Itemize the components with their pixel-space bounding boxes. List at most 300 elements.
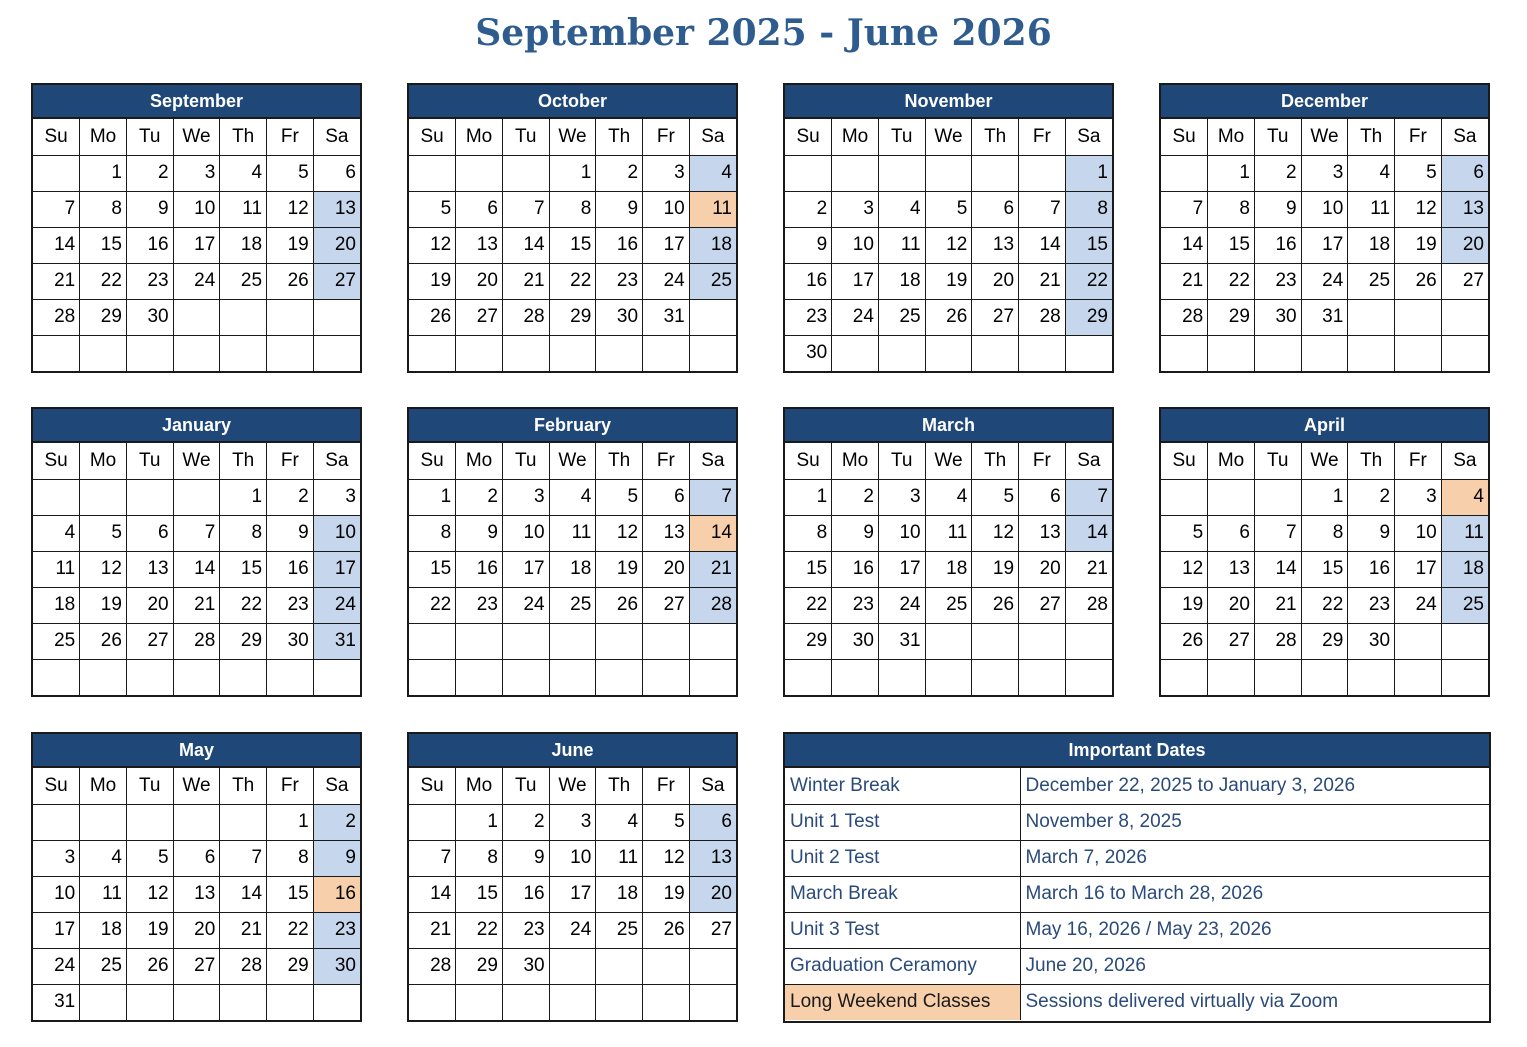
- empty-cell: [409, 804, 456, 840]
- empty-cell: [1019, 335, 1066, 371]
- week-row: [409, 515, 736, 551]
- day-cell: 29: [1208, 299, 1255, 335]
- empty-cell: [1348, 659, 1395, 695]
- empty-cell: [1161, 479, 1208, 515]
- empty-cell: [80, 659, 127, 695]
- day-cell: 29: [1301, 623, 1348, 659]
- empty-cell: [1395, 623, 1442, 659]
- day-cell: 12: [596, 515, 643, 551]
- empty-cell: [173, 984, 220, 1020]
- day-cell: 8: [1301, 515, 1348, 551]
- day-cell: 9: [832, 515, 879, 551]
- weekday-label: Su: [33, 119, 80, 155]
- weekday-label: Tu: [1254, 119, 1301, 155]
- day-cell: 14: [1065, 515, 1112, 551]
- day-cell: 24: [313, 587, 360, 623]
- event-date: March 16 to March 28, 2026: [1020, 876, 1489, 912]
- day-cell: 19: [267, 227, 314, 263]
- day-cell: 9: [267, 515, 314, 551]
- day-cell: 16: [832, 551, 879, 587]
- day-cell: 10: [502, 515, 549, 551]
- day-cell: 24: [832, 299, 879, 335]
- empty-cell: [549, 335, 596, 371]
- day-cell: 30: [502, 948, 549, 984]
- week-row: [409, 912, 736, 948]
- empty-cell: [456, 984, 503, 1020]
- week-row: [1161, 263, 1488, 299]
- day-cell: 12: [972, 515, 1019, 551]
- week-row: [409, 948, 736, 984]
- day-cell: 18: [549, 551, 596, 587]
- event-name: Graduation Ceramony: [785, 948, 1020, 984]
- event-date: March 7, 2026: [1020, 840, 1489, 876]
- weekday-label: Fr: [267, 119, 314, 155]
- week-row: [1161, 299, 1488, 335]
- day-cell: 11: [1348, 191, 1395, 227]
- empty-cell: [267, 299, 314, 335]
- day-cell: 18: [925, 551, 972, 587]
- empty-cell: [689, 335, 736, 371]
- day-cell: 19: [925, 263, 972, 299]
- day-cell: 16: [1254, 227, 1301, 263]
- empty-cell: [925, 623, 972, 659]
- day-cell: 6: [456, 191, 503, 227]
- day-cell: 11: [33, 551, 80, 587]
- day-cell: 9: [1348, 515, 1395, 551]
- day-cell: 27: [456, 299, 503, 335]
- day-cell: 14: [1161, 227, 1208, 263]
- day-cell: 28: [502, 299, 549, 335]
- day-cell: 22: [80, 263, 127, 299]
- day-cell: 15: [80, 227, 127, 263]
- week-row: [33, 479, 360, 515]
- weekday-label: We: [549, 768, 596, 804]
- day-cell: 29: [80, 299, 127, 335]
- empty-cell: [689, 984, 736, 1020]
- day-cell: 1: [1065, 155, 1112, 191]
- empty-cell: [502, 335, 549, 371]
- day-cell: 16: [267, 551, 314, 587]
- day-cell: 1: [80, 155, 127, 191]
- empty-cell: [126, 659, 173, 695]
- day-cell: 26: [1161, 623, 1208, 659]
- day-cell: 3: [313, 479, 360, 515]
- month-grid: [33, 443, 360, 695]
- weekday-label: Fr: [643, 443, 690, 479]
- day-cell: 21: [33, 263, 80, 299]
- week-row: [1161, 515, 1488, 551]
- empty-cell: [549, 948, 596, 984]
- day-cell: 13: [1441, 191, 1488, 227]
- empty-cell: [878, 659, 925, 695]
- day-cell: 4: [925, 479, 972, 515]
- month-title: May: [33, 734, 360, 768]
- empty-cell: [409, 155, 456, 191]
- empty-cell: [643, 984, 690, 1020]
- day-cell: 29: [220, 623, 267, 659]
- day-cell: 31: [878, 623, 925, 659]
- day-cell: 27: [173, 948, 220, 984]
- day-cell: 17: [33, 912, 80, 948]
- month-october: [407, 83, 738, 373]
- day-cell: 7: [409, 840, 456, 876]
- week-row: [785, 335, 1112, 371]
- day-cell: 10: [878, 515, 925, 551]
- weekday-label: Su: [33, 443, 80, 479]
- weekday-row: [1161, 119, 1488, 155]
- empty-cell: [785, 659, 832, 695]
- day-cell: 31: [643, 299, 690, 335]
- day-cell: 3: [502, 479, 549, 515]
- day-cell: 27: [313, 263, 360, 299]
- day-cell: 21: [502, 263, 549, 299]
- important-date-row: [785, 912, 1489, 948]
- empty-cell: [80, 479, 127, 515]
- week-row: [1161, 551, 1488, 587]
- week-row: [409, 479, 736, 515]
- empty-cell: [1395, 659, 1442, 695]
- day-cell: 21: [220, 912, 267, 948]
- weekday-label: Th: [1348, 119, 1395, 155]
- empty-cell: [972, 335, 1019, 371]
- empty-cell: [1019, 659, 1066, 695]
- weekday-label: Fr: [267, 443, 314, 479]
- day-cell: 17: [1301, 227, 1348, 263]
- day-cell: 1: [1301, 479, 1348, 515]
- day-cell: 8: [1065, 191, 1112, 227]
- day-cell: 26: [643, 912, 690, 948]
- day-cell: 2: [313, 804, 360, 840]
- day-cell: 23: [126, 263, 173, 299]
- empty-cell: [1019, 623, 1066, 659]
- weekday-label: Sa: [689, 443, 736, 479]
- empty-cell: [267, 335, 314, 371]
- day-cell: 20: [689, 876, 736, 912]
- month-may: [31, 732, 362, 1022]
- weekday-label: Th: [972, 119, 1019, 155]
- day-cell: 8: [456, 840, 503, 876]
- empty-cell: [502, 155, 549, 191]
- empty-cell: [1301, 335, 1348, 371]
- day-cell: 24: [549, 912, 596, 948]
- week-row: [785, 299, 1112, 335]
- weekday-label: Th: [220, 768, 267, 804]
- month-title: November: [785, 85, 1112, 119]
- week-row: [409, 335, 736, 371]
- day-cell: 13: [972, 227, 1019, 263]
- week-row: [33, 227, 360, 263]
- empty-cell: [689, 948, 736, 984]
- day-cell: 28: [1065, 587, 1112, 623]
- day-cell: 28: [33, 299, 80, 335]
- day-cell: 15: [1301, 551, 1348, 587]
- day-cell: 31: [1301, 299, 1348, 335]
- day-cell: 11: [1441, 515, 1488, 551]
- week-row: [785, 659, 1112, 695]
- weekday-label: We: [925, 119, 972, 155]
- day-cell: 5: [925, 191, 972, 227]
- week-row: [33, 551, 360, 587]
- day-cell: 3: [878, 479, 925, 515]
- week-row: [409, 299, 736, 335]
- week-row: [409, 587, 736, 623]
- day-cell: 10: [643, 191, 690, 227]
- weekday-row: [785, 119, 1112, 155]
- day-cell: 25: [878, 299, 925, 335]
- week-row: [785, 515, 1112, 551]
- day-cell: 30: [596, 299, 643, 335]
- week-row: [1161, 659, 1488, 695]
- week-row: [785, 479, 1112, 515]
- weekday-row: [33, 119, 360, 155]
- day-cell: 16: [596, 227, 643, 263]
- weekday-label: We: [549, 443, 596, 479]
- weekday-label: We: [925, 443, 972, 479]
- day-cell: 2: [832, 479, 879, 515]
- day-cell: 22: [267, 912, 314, 948]
- day-cell: 29: [456, 948, 503, 984]
- empty-cell: [220, 335, 267, 371]
- day-cell: 11: [925, 515, 972, 551]
- weekday-row: [409, 768, 736, 804]
- empty-cell: [33, 335, 80, 371]
- month-title: February: [409, 409, 736, 443]
- week-row: [1161, 335, 1488, 371]
- day-cell: 7: [173, 515, 220, 551]
- empty-cell: [126, 335, 173, 371]
- empty-cell: [80, 335, 127, 371]
- weekday-label: Su: [785, 119, 832, 155]
- empty-cell: [126, 804, 173, 840]
- day-cell: 5: [80, 515, 127, 551]
- day-cell: 20: [1019, 551, 1066, 587]
- day-cell: 14: [502, 227, 549, 263]
- empty-cell: [1065, 623, 1112, 659]
- day-cell: 31: [313, 623, 360, 659]
- day-cell: 10: [1301, 191, 1348, 227]
- empty-cell: [549, 984, 596, 1020]
- week-row: [33, 263, 360, 299]
- day-cell: 13: [456, 227, 503, 263]
- day-cell: 11: [220, 191, 267, 227]
- day-cell: 19: [126, 912, 173, 948]
- day-cell: 10: [313, 515, 360, 551]
- weekday-label: Mo: [456, 443, 503, 479]
- important-date-row: [785, 840, 1489, 876]
- weekday-label: We: [549, 119, 596, 155]
- month-title: December: [1161, 85, 1488, 119]
- day-cell: 12: [267, 191, 314, 227]
- day-cell: 23: [456, 587, 503, 623]
- week-row: [1161, 155, 1488, 191]
- day-cell: 28: [220, 948, 267, 984]
- weekday-label: Su: [1161, 119, 1208, 155]
- weekday-label: Tu: [1254, 443, 1301, 479]
- day-cell: 25: [689, 263, 736, 299]
- day-cell: 22: [1301, 587, 1348, 623]
- empty-cell: [1441, 659, 1488, 695]
- week-row: [785, 551, 1112, 587]
- week-row: [33, 587, 360, 623]
- empty-cell: [832, 335, 879, 371]
- day-cell: 20: [972, 263, 1019, 299]
- weekday-label: Su: [1161, 443, 1208, 479]
- empty-cell: [313, 659, 360, 695]
- important-date-row: [785, 768, 1489, 804]
- weekday-label: Tu: [502, 768, 549, 804]
- weekday-label: Mo: [80, 768, 127, 804]
- week-row: [33, 191, 360, 227]
- weekday-label: Fr: [1019, 119, 1066, 155]
- empty-cell: [267, 984, 314, 1020]
- weekday-label: Fr: [1395, 443, 1442, 479]
- month-grid: [785, 443, 1112, 695]
- day-cell: 4: [80, 840, 127, 876]
- event-date: December 22, 2025 to January 3, 2026: [1020, 768, 1489, 804]
- day-cell: 6: [1019, 479, 1066, 515]
- day-cell: 3: [643, 155, 690, 191]
- day-cell: 17: [313, 551, 360, 587]
- day-cell: 27: [126, 623, 173, 659]
- day-cell: 20: [126, 587, 173, 623]
- day-cell: 19: [80, 587, 127, 623]
- day-cell: 30: [267, 623, 314, 659]
- day-cell: 1: [220, 479, 267, 515]
- empty-cell: [173, 335, 220, 371]
- day-cell: 19: [596, 551, 643, 587]
- day-cell: 26: [80, 623, 127, 659]
- empty-cell: [972, 659, 1019, 695]
- day-cell: 15: [785, 551, 832, 587]
- empty-cell: [1065, 659, 1112, 695]
- empty-cell: [313, 335, 360, 371]
- day-cell: 21: [173, 587, 220, 623]
- empty-cell: [173, 479, 220, 515]
- day-cell: 13: [1019, 515, 1066, 551]
- weekday-row: [409, 443, 736, 479]
- day-cell: 1: [549, 155, 596, 191]
- day-cell: 25: [33, 623, 80, 659]
- day-cell: 5: [596, 479, 643, 515]
- day-cell: 26: [1395, 263, 1442, 299]
- day-cell: 31: [33, 984, 80, 1020]
- week-row: [409, 876, 736, 912]
- day-cell: 14: [1254, 551, 1301, 587]
- important-date-row: [785, 876, 1489, 912]
- day-cell: 12: [1395, 191, 1442, 227]
- weekday-label: Mo: [1208, 443, 1255, 479]
- day-cell: 8: [80, 191, 127, 227]
- week-row: [33, 623, 360, 659]
- week-row: [1161, 227, 1488, 263]
- weekday-label: Tu: [126, 119, 173, 155]
- day-cell: 6: [689, 804, 736, 840]
- day-cell: 22: [220, 587, 267, 623]
- day-cell: 4: [33, 515, 80, 551]
- weekday-row: [409, 119, 736, 155]
- empty-cell: [126, 479, 173, 515]
- day-cell: 19: [972, 551, 1019, 587]
- day-cell: 11: [80, 876, 127, 912]
- week-row: [409, 155, 736, 191]
- month-title: January: [33, 409, 360, 443]
- day-cell: 21: [1065, 551, 1112, 587]
- weekday-row: [33, 768, 360, 804]
- weekday-label: Fr: [643, 119, 690, 155]
- weekday-label: Tu: [878, 443, 925, 479]
- day-cell: 17: [502, 551, 549, 587]
- day-cell: 19: [1395, 227, 1442, 263]
- event-date: November 8, 2025: [1020, 804, 1489, 840]
- empty-cell: [313, 984, 360, 1020]
- weekday-label: We: [173, 443, 220, 479]
- day-cell: 14: [33, 227, 80, 263]
- day-cell: 25: [220, 263, 267, 299]
- empty-cell: [1019, 155, 1066, 191]
- empty-cell: [456, 335, 503, 371]
- empty-cell: [220, 659, 267, 695]
- day-cell: 29: [785, 623, 832, 659]
- day-cell: 9: [313, 840, 360, 876]
- day-cell: 3: [1395, 479, 1442, 515]
- weekday-label: Su: [33, 768, 80, 804]
- weekday-label: Sa: [1065, 119, 1112, 155]
- empty-cell: [80, 984, 127, 1020]
- empty-cell: [409, 335, 456, 371]
- week-row: [785, 227, 1112, 263]
- day-cell: 27: [643, 587, 690, 623]
- weekday-label: Tu: [126, 768, 173, 804]
- month-grid: [409, 443, 736, 695]
- week-row: [409, 840, 736, 876]
- weekday-label: Tu: [502, 443, 549, 479]
- day-cell: 20: [313, 227, 360, 263]
- important-date-row: [785, 804, 1489, 840]
- empty-cell: [80, 804, 127, 840]
- day-cell: 27: [972, 299, 1019, 335]
- empty-cell: [33, 804, 80, 840]
- day-cell: 13: [313, 191, 360, 227]
- empty-cell: [313, 299, 360, 335]
- day-cell: 6: [313, 155, 360, 191]
- month-january: [31, 407, 362, 697]
- empty-cell: [456, 623, 503, 659]
- week-row: [1161, 623, 1488, 659]
- day-cell: 15: [220, 551, 267, 587]
- empty-cell: [549, 659, 596, 695]
- day-cell: 3: [549, 804, 596, 840]
- day-cell: 19: [409, 263, 456, 299]
- day-cell: 24: [878, 587, 925, 623]
- day-cell: 1: [456, 804, 503, 840]
- day-cell: 8: [267, 840, 314, 876]
- week-row: [409, 984, 736, 1020]
- weekday-label: Su: [409, 443, 456, 479]
- empty-cell: [33, 479, 80, 515]
- weekday-label: Mo: [456, 768, 503, 804]
- day-cell-long-weekend: 4: [1441, 479, 1488, 515]
- week-row: [33, 659, 360, 695]
- day-cell: 24: [173, 263, 220, 299]
- day-cell: 29: [1065, 299, 1112, 335]
- day-cell: 19: [1161, 587, 1208, 623]
- day-cell: 5: [972, 479, 1019, 515]
- day-cell: 23: [267, 587, 314, 623]
- day-cell: 3: [1301, 155, 1348, 191]
- week-row: [409, 804, 736, 840]
- day-cell: 13: [126, 551, 173, 587]
- day-cell: 24: [1395, 587, 1442, 623]
